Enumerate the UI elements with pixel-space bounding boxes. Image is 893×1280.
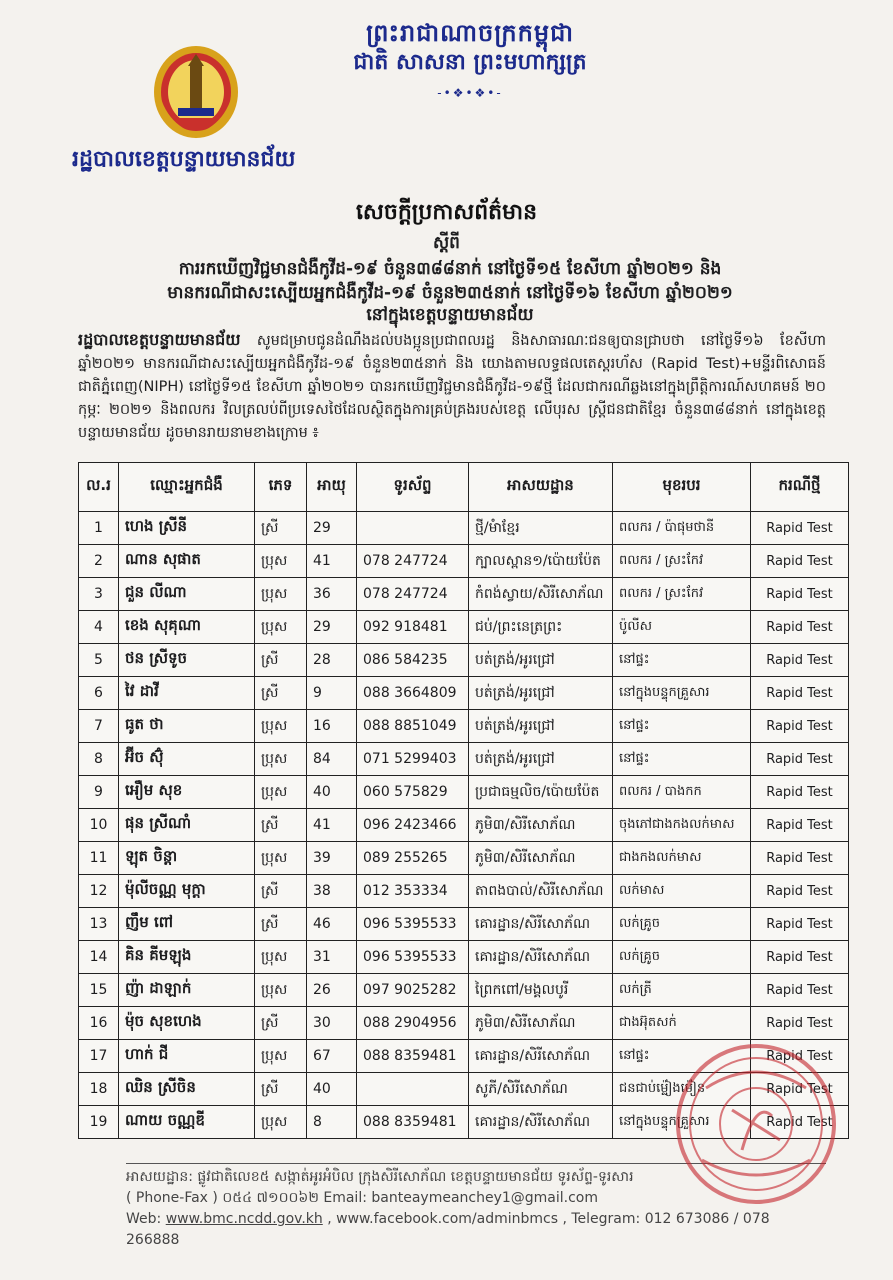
phone-cell: 060 575829 — [357, 776, 469, 809]
patient-name-cell: អឿម សុខ — [119, 776, 255, 809]
occupation-cell: នៅផ្ទះ — [613, 1040, 751, 1073]
patient-name-cell: ញឹម ពៅ — [119, 908, 255, 941]
occupation-cell: ជាងអ៊ុតសក់ — [613, 1007, 751, 1040]
column-header: ទូរស័ព្ទ — [357, 463, 469, 512]
age-cell: 9 — [307, 677, 357, 710]
case-type-cell: Rapid Test — [751, 842, 849, 875]
address-cell: បត់ត្រង់/អូរជ្រៅ — [469, 644, 613, 677]
age-cell: 36 — [307, 578, 357, 611]
occupation-cell: ចុងភៅជាងកងលក់មាស — [613, 809, 751, 842]
occupation-cell: នៅក្នុងបន្ទុកគ្រួសារ — [613, 1106, 751, 1139]
patient-name-cell: ថន ស្រីទូច — [119, 644, 255, 677]
table-row — [79, 512, 849, 545]
phone-cell: 088 8359481 — [357, 1040, 469, 1073]
sex-cell: ប្រុស — [255, 545, 307, 578]
row-number-cell: 8 — [79, 743, 119, 776]
age-cell: 29 — [307, 512, 357, 545]
table-row — [79, 809, 849, 842]
phone-cell: 097 9025282 — [357, 974, 469, 1007]
occupation-cell: លក់មាស — [613, 875, 751, 908]
occupation-cell: នៅក្នុងបន្ទុកគ្រួសារ — [613, 677, 751, 710]
sex-cell: ស្រី — [255, 644, 307, 677]
address-cell: ថ្មី/មំាខ្មែរ — [469, 512, 613, 545]
table-row — [79, 578, 849, 611]
case-type-cell: Rapid Test — [751, 875, 849, 908]
footer-phone-email: ( Phone-Fax ) ០៥៤ ៧១០០៦២ Email: banteaymeanchey1@gmail.com — [126, 1190, 599, 1206]
address-cell: ប្រជាធម្មលិច/ប៉ោយប៉ែត — [469, 776, 613, 809]
table-row — [79, 875, 849, 908]
address-cell: ភូមិ៣/សិរីសោភ័ណ — [469, 809, 613, 842]
row-number-cell: 6 — [79, 677, 119, 710]
table-row — [79, 842, 849, 875]
phone-cell: 088 8359481 — [357, 1106, 469, 1139]
occupation-cell: នៅផ្ទះ — [613, 710, 751, 743]
patient-name-cell: ណាន សុផាត — [119, 545, 255, 578]
document-title: សេចក្ដីប្រកាសព័ត៌មាន — [355, 200, 538, 225]
phone-cell: 088 3664809 — [357, 677, 469, 710]
row-number-cell: 10 — [79, 809, 119, 842]
sex-cell: ប្រុស — [255, 578, 307, 611]
occupation-cell: លក់គ្រូច — [613, 908, 751, 941]
patient-name-cell: អ៊ីច ស៊ុំ — [119, 743, 255, 776]
phone-cell: 078 247724 — [357, 545, 469, 578]
age-cell: 41 — [307, 545, 357, 578]
sex-cell: ស្រី — [255, 809, 307, 842]
intro-paragraph — [78, 328, 826, 445]
address-cell: ព្រៃកពៅ/មង្គលបូរី — [469, 974, 613, 1007]
sex-cell: ប្រុស — [255, 710, 307, 743]
row-number-cell: 1 — [79, 512, 119, 545]
table-row — [79, 908, 849, 941]
case-type-cell: Rapid Test — [751, 776, 849, 809]
headline-line-2: មានករណីជាសះស្បើយអ្នកជំងឺកូវីដ-១៩ ចំនួន២៣៥នាក់ នៅថ្ងៃទី១៦ ខែសីហា ឆ្នាំ២០២១ — [167, 283, 733, 303]
phone-cell: 071 5299403 — [357, 743, 469, 776]
address-cell: ភូមិ៣/សិរីសោភ័ណ — [469, 1007, 613, 1040]
headline-line-3: នៅក្នុងខេត្តបន្ទាយមានជ័យ — [366, 305, 534, 325]
sex-cell: ប្រុស — [255, 743, 307, 776]
occupation-cell: ជនជាប់ម្ល៉ៀងម៉ៀន — [613, 1073, 751, 1106]
occupation-cell: នៅផ្ទះ — [613, 644, 751, 677]
sex-cell: ប្រុស — [255, 776, 307, 809]
table-row — [79, 710, 849, 743]
intro-body: សូមជម្រាបជូនដំណឹងដល់បងប្អូនប្រជាពលរដ្ឋ និងសាធារណៈជនឲ្យបានជ្រាបថា នៅថ្ងៃទី១៦ ខែសីហា ឆ្នាំ២០២១ មានករណីជាសះស្បើយអ្នកជំងឺកូវីដ-១៩ ចំនួន២៣៥នាក់ និង យោងតាមលទ្ធផលតេស្តរហ័ស (Rapid Test)+មន្ទីរពិសោធន៍ជាតិភ្នំពេញ(NIPH) នៅថ្ងៃទី១៥ ខែសីហា ឆ្នាំ២០២១ បានរកឃើញវិជ្ជមានជំងឺកូវីដ-១៩ថ្មី ដែលជាករណីឆ្លងនៅក្នុងព្រឹត្តិការណ៍សហគមន៍ ២០ កុម្ភៈ ២០២១ និងពលករ វិលត្រលប់ពីប្រទេសថៃដែលស្ថិតក្នុងការគ្រប់គ្រងរបស់ខេត្ត លើបុរស ស្ត្រីជនជាតិខ្មែរ ចំនួន៣៨៨នាក់ នៅក្នុងខេត្តបន្ទាយមានជ័យ ដូចមានរាយនាមខាងក្រោម ៖ — [78, 333, 826, 441]
age-cell: 29 — [307, 611, 357, 644]
table-row — [79, 776, 849, 809]
address-cell: ជប់/ព្រះនេត្រព្រះ — [469, 611, 613, 644]
age-cell: 41 — [307, 809, 357, 842]
column-header: ល.រ — [79, 463, 119, 512]
case-type-cell: Rapid Test — [751, 1073, 849, 1106]
official-seal-stamp — [672, 1040, 840, 1208]
address-cell: គោរដ្ឋាន/សិរីសោភ័ណ — [469, 908, 613, 941]
address-cell: បត់ត្រង់/អូរជ្រៅ — [469, 743, 613, 776]
sex-cell: ប្រុស — [255, 1106, 307, 1139]
row-number-cell: 3 — [79, 578, 119, 611]
case-type-cell: Rapid Test — [751, 644, 849, 677]
occupation-cell: លក់ត្រី — [613, 974, 751, 1007]
row-number-cell: 17 — [79, 1040, 119, 1073]
sex-cell: ប្រុស — [255, 1040, 307, 1073]
address-cell: សូភី/សិរីសោភ័ណ — [469, 1073, 613, 1106]
sex-cell: ស្រី — [255, 512, 307, 545]
phone-cell: 089 255265 — [357, 842, 469, 875]
sex-cell: ប្រុស — [255, 974, 307, 1007]
patient-name-cell: គិន គីមឡុង — [119, 941, 255, 974]
case-type-cell: Rapid Test — [751, 512, 849, 545]
column-header: ករណីថ្មី — [751, 463, 849, 512]
case-type-cell: Rapid Test — [751, 941, 849, 974]
case-type-cell: Rapid Test — [751, 677, 849, 710]
address-cell: គោរដ្ឋាន/សិរីសោភ័ណ — [469, 941, 613, 974]
table-row — [79, 743, 849, 776]
occupation-cell: លក់គ្រូច — [613, 941, 751, 974]
case-type-cell: Rapid Test — [751, 809, 849, 842]
patient-name-cell: ឡុត ចិន្តា — [119, 842, 255, 875]
address-cell: ភូមិ៣/សិរីសោភ័ណ — [469, 842, 613, 875]
occupation-cell: ពលករ / ប៉ាផុមថានី — [613, 512, 751, 545]
address-cell: គោរដ្ឋាន/សិរីសោភ័ណ — [469, 1106, 613, 1139]
age-cell: 46 — [307, 908, 357, 941]
age-cell: 16 — [307, 710, 357, 743]
age-cell: 39 — [307, 842, 357, 875]
occupation-cell: ពលករ / ស្រះកែវ — [613, 545, 751, 578]
royal-emblem-logo — [150, 42, 242, 144]
occupation-cell: ពលករ / ស្រះកែវ — [613, 578, 751, 611]
case-type-cell: Rapid Test — [751, 1007, 849, 1040]
sex-cell: ស្រី — [255, 908, 307, 941]
case-type-cell: Rapid Test — [751, 908, 849, 941]
row-number-cell: 4 — [79, 611, 119, 644]
table-row — [79, 677, 849, 710]
footer-web — [126, 1209, 826, 1251]
ornament-divider: -•❖•❖•- — [437, 86, 503, 100]
table-row — [79, 974, 849, 1007]
age-cell: 40 — [307, 1073, 357, 1106]
patient-name-cell: វៃ ដាវី — [119, 677, 255, 710]
address-cell: គោរដ្ឋាន/សិរីសោភ័ណ — [469, 1040, 613, 1073]
table-row — [79, 611, 849, 644]
intro-lead: រដ្ឋបាលខេត្តបន្ទាយមានជ័យ — [78, 330, 241, 349]
case-type-cell: Rapid Test — [751, 545, 849, 578]
row-number-cell: 12 — [79, 875, 119, 908]
phone-cell: 092 918481 — [357, 611, 469, 644]
sex-cell: ប្រុស — [255, 842, 307, 875]
age-cell: 84 — [307, 743, 357, 776]
row-number-cell: 9 — [79, 776, 119, 809]
row-number-cell: 13 — [79, 908, 119, 941]
phone-cell: 086 584235 — [357, 644, 469, 677]
column-header: មុខរបរ — [613, 463, 751, 512]
phone-cell — [357, 1073, 469, 1106]
phone-cell: 096 5395533 — [357, 941, 469, 974]
address-cell: បត់ត្រង់/អូរជ្រៅ — [469, 710, 613, 743]
patient-name-cell: ណាយ ចណ្ណឌី — [119, 1106, 255, 1139]
column-header: អាយុ — [307, 463, 357, 512]
row-number-cell: 5 — [79, 644, 119, 677]
phone-cell: 012 353334 — [357, 875, 469, 908]
address-cell: តាពងបាល់/សិរីសោភ័ណ — [469, 875, 613, 908]
row-number-cell: 15 — [79, 974, 119, 1007]
national-motto: ជាតិ សាសនា ព្រះមហាក្សត្រ — [353, 50, 587, 75]
subject-label: ស្ដីពី — [433, 233, 460, 253]
website-link[interactable]: www.bmc.ncdd.gov.kh — [165, 1211, 323, 1227]
column-header: ឈ្មោះអ្នកជំងឺ — [119, 463, 255, 512]
age-cell: 31 — [307, 941, 357, 974]
phone-cell: 096 5395533 — [357, 908, 469, 941]
address-cell: បត់ត្រង់/អូរជ្រៅ — [469, 677, 613, 710]
address-cell: កំពង់ស្វាយ/សិរីសោភ័ណ — [469, 578, 613, 611]
sex-cell: ស្រី — [255, 677, 307, 710]
phone-cell: 088 2904956 — [357, 1007, 469, 1040]
row-number-cell: 14 — [79, 941, 119, 974]
patient-name-cell: ផុន ស្រីណាំ — [119, 809, 255, 842]
patient-name-cell: ម៉ុច សុខហេង — [119, 1007, 255, 1040]
letterhead — [300, 18, 640, 100]
age-cell: 28 — [307, 644, 357, 677]
phone-cell: 088 8851049 — [357, 710, 469, 743]
age-cell: 26 — [307, 974, 357, 1007]
column-header: ភេទ — [255, 463, 307, 512]
sex-cell: ស្រី — [255, 1073, 307, 1106]
patient-name-cell: ហាក់ ជី — [119, 1040, 255, 1073]
age-cell: 8 — [307, 1106, 357, 1139]
age-cell: 67 — [307, 1040, 357, 1073]
issuing-authority: រដ្ឋបាលខេត្តបន្ទាយមានជ័យ — [72, 147, 296, 172]
patient-name-cell: ធូត ថា — [119, 710, 255, 743]
patient-name-cell: ជួន លីណា — [119, 578, 255, 611]
table-row — [79, 941, 849, 974]
row-number-cell: 11 — [79, 842, 119, 875]
case-type-cell: Rapid Test — [751, 974, 849, 1007]
case-type-cell: Rapid Test — [751, 1040, 849, 1073]
patient-name-cell: ញ៉ា ដាឡាក់ — [119, 974, 255, 1007]
patient-name-cell: ហេង ស្រីនី — [119, 512, 255, 545]
sex-cell: ប្រុស — [255, 611, 307, 644]
age-cell: 38 — [307, 875, 357, 908]
address-cell: ក្បាលស្ពាន១/ប៉ោយប៉ែត — [469, 545, 613, 578]
table-row — [79, 644, 849, 677]
footer-address: អាសយដ្ឋាន: ផ្លូវជាតិលេខ៥ សង្កាត់អូរអំបិល ក្រុងសិរីសោភ័ណ ខេត្តបន្ទាយមានជ័យ ទូរស័ព្ទ-ទូរសារ — [126, 1169, 634, 1185]
sex-cell: ស្រី — [255, 875, 307, 908]
case-type-cell: Rapid Test — [751, 578, 849, 611]
case-type-cell: Rapid Test — [751, 1106, 849, 1139]
occupation-cell: នៅផ្ទះ — [613, 743, 751, 776]
patient-name-cell: ឈិន ស្រីចិន — [119, 1073, 255, 1106]
row-number-cell: 7 — [79, 710, 119, 743]
phone-cell: 078 247724 — [357, 578, 469, 611]
age-cell: 30 — [307, 1007, 357, 1040]
row-number-cell: 16 — [79, 1007, 119, 1040]
occupation-cell: ប៉ូលីស — [613, 611, 751, 644]
sex-cell: ប្រុស — [255, 941, 307, 974]
table-row — [79, 1007, 849, 1040]
occupation-cell: ជាងកងលក់មាស — [613, 842, 751, 875]
occupation-cell: ពលករ / បាងកក — [613, 776, 751, 809]
footer-web-rest: , www.facebook.com/adminbmcs , Telegram: 012 673086 / 078 266888 — [126, 1211, 770, 1248]
column-header: អាសយដ្ឋាន — [469, 463, 613, 512]
row-number-cell: 18 — [79, 1073, 119, 1106]
age-cell: 40 — [307, 776, 357, 809]
patient-name-cell: ម៉ុលីចណ្ណ មុក្តា — [119, 875, 255, 908]
phone-cell: 096 2423466 — [357, 809, 469, 842]
case-type-cell: Rapid Test — [751, 743, 849, 776]
row-number-cell: 19 — [79, 1106, 119, 1139]
phone-cell — [357, 512, 469, 545]
case-type-cell: Rapid Test — [751, 710, 849, 743]
footer-web-label: Web: — [126, 1211, 166, 1227]
sex-cell: ស្រី — [255, 1007, 307, 1040]
headline-line-1: ការរកឃើញវិជ្ជមានជំងឺកូវីដ-១៩ ចំនួន៣៨៨នាក់ នៅថ្ងៃទី១៥ ខែសីហា ឆ្នាំ២០២១ និង — [178, 259, 722, 279]
patient-name-cell: ខេង សុគុណា — [119, 611, 255, 644]
row-number-cell: 2 — [79, 545, 119, 578]
table-header-row — [79, 463, 849, 512]
case-type-cell: Rapid Test — [751, 611, 849, 644]
cases-table — [78, 462, 849, 1139]
kingdom-name: ព្រះរាជាណាចក្រកម្ពុជា — [366, 19, 574, 47]
table-row — [79, 545, 849, 578]
